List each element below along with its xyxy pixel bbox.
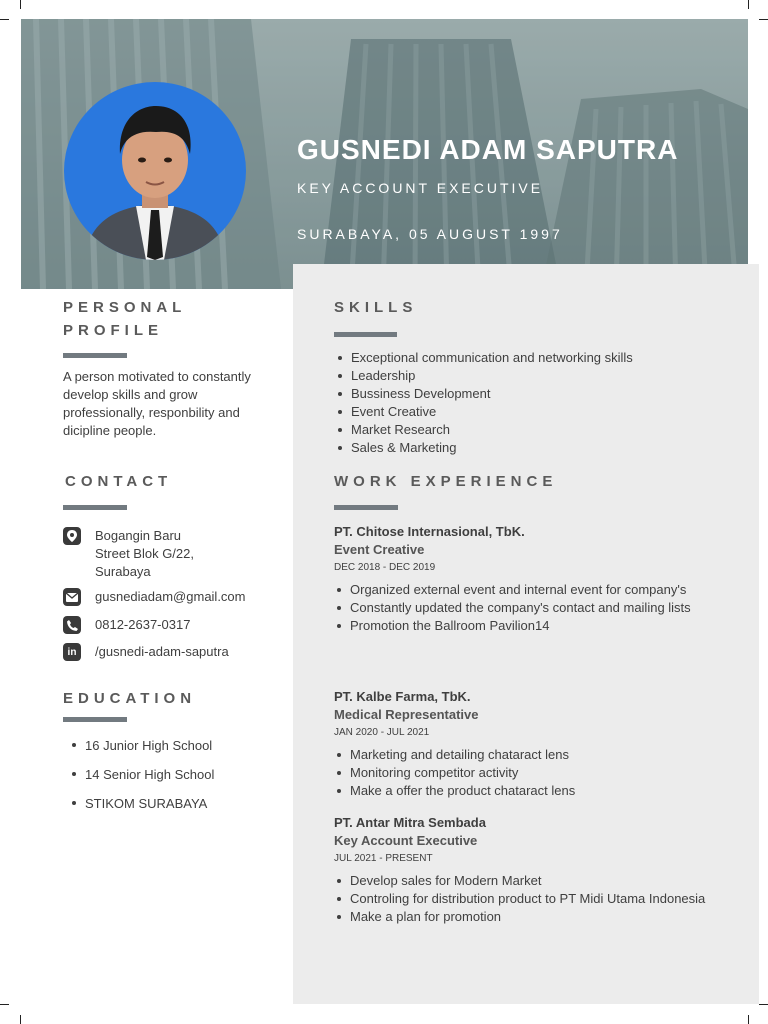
job-period: JAN 2020 - JUL 2021 xyxy=(334,727,430,738)
job-role: Key Account Executive xyxy=(334,833,478,848)
list-item: Event Creative xyxy=(335,403,735,421)
crop-mark xyxy=(759,19,768,20)
job-period: JUL 2021 - PRESENT xyxy=(334,853,433,864)
list-item: Marketing and detailing chataract lens xyxy=(334,746,714,764)
phone-icon xyxy=(63,616,81,634)
address-line: Surabaya xyxy=(95,564,151,579)
section-divider xyxy=(63,505,127,510)
list-item: Make a plan for promotion xyxy=(334,908,714,926)
job-title: KEY ACCOUNT EXECUTIVE xyxy=(297,180,544,196)
birth-info: SURABAYA, 05 AUGUST 1997 xyxy=(297,226,563,242)
section-divider xyxy=(334,332,397,337)
email-link[interactable]: gusnediadam@gmail.com xyxy=(95,589,246,604)
job-role: Medical Representative xyxy=(334,707,479,722)
list-item: Controling for distribution product to PT Midi Utama Indonesia xyxy=(334,890,714,908)
list-item: Sales & Marketing xyxy=(335,439,735,457)
address-line: Street Blok G/22, xyxy=(95,546,194,561)
section-divider xyxy=(334,505,398,510)
crop-mark xyxy=(20,0,21,9)
contact-email[interactable] xyxy=(63,588,246,606)
location-pin-icon xyxy=(63,527,81,545)
heading-line: PERSONAL xyxy=(63,299,187,316)
list-item: Monitoring competitor activity xyxy=(334,764,714,782)
section-divider xyxy=(63,717,127,722)
list-item: Promotion the Ballroom Pavilion14 xyxy=(334,617,714,635)
envelope-icon xyxy=(63,588,81,606)
company-name: PT. Antar Mitra Sembada xyxy=(334,815,486,830)
crop-mark xyxy=(759,1004,768,1005)
list-item: 14 Senior High School xyxy=(69,760,279,789)
profile-text: A person motivated to constantly develop skills and grow professionally, responbility and dicipline people. xyxy=(63,369,251,438)
job-entry xyxy=(334,523,714,635)
person-name: GUSNEDI ADAM SAPUTRA xyxy=(297,134,679,165)
list-item: Market Research xyxy=(335,421,735,439)
list-item: Make a offer the product chataract lens xyxy=(334,782,714,800)
list-item: STIKOM SURABAYA xyxy=(69,789,279,818)
skills-list xyxy=(335,349,735,457)
address-line: Bogangin Baru xyxy=(95,528,182,543)
company-name: PT. Chitose Internasional, TbK. xyxy=(334,524,525,539)
list-item: Develop sales for Modern Market xyxy=(334,872,714,890)
job-role: Event Creative xyxy=(334,542,425,557)
job-entry xyxy=(334,688,714,800)
heading-line: PROFILE xyxy=(63,322,164,339)
job-entry xyxy=(334,814,714,926)
duties-list xyxy=(334,581,714,635)
contact-heading: CONTACT xyxy=(65,473,173,490)
list-item: 16 Junior High School xyxy=(69,731,279,760)
education-heading: EDUCATION xyxy=(63,690,197,707)
phone-link[interactable]: 0812-2637-0317 xyxy=(95,617,191,632)
duties-list xyxy=(334,746,714,800)
work-experience-heading: WORK EXPERIENCE xyxy=(334,473,558,490)
crop-mark xyxy=(748,1015,749,1024)
header-banner xyxy=(21,19,748,289)
contact-address xyxy=(63,527,194,581)
list-item: Constantly updated the company's contact and mailing lists xyxy=(334,599,714,617)
skills-heading: SKILLS xyxy=(334,299,418,316)
crop-mark xyxy=(0,19,9,20)
crop-mark xyxy=(0,1004,9,1005)
education-list xyxy=(69,731,279,818)
crop-mark xyxy=(748,0,749,9)
list-item: Exceptional communication and networking skills xyxy=(335,349,735,367)
job-period: DEC 2018 - DEC 2019 xyxy=(334,562,436,573)
linkedin-icon: in xyxy=(63,643,81,661)
contact-phone[interactable] xyxy=(63,616,190,634)
duties-list xyxy=(334,872,714,926)
list-item: Bussiness Development xyxy=(335,385,735,403)
crop-mark xyxy=(20,1015,21,1024)
profile-photo xyxy=(64,82,246,260)
list-item: Leadership xyxy=(335,367,735,385)
personal-profile-heading xyxy=(63,296,186,342)
list-item: Organized external event and internal event for company's xyxy=(334,581,714,599)
company-name: PT. Kalbe Farma, TbK. xyxy=(334,689,471,704)
address-text xyxy=(95,527,194,581)
section-divider xyxy=(63,353,127,358)
linkedin-link[interactable]: /gusnedi-adam-saputra xyxy=(95,644,229,659)
contact-linkedin[interactable] xyxy=(63,643,229,661)
